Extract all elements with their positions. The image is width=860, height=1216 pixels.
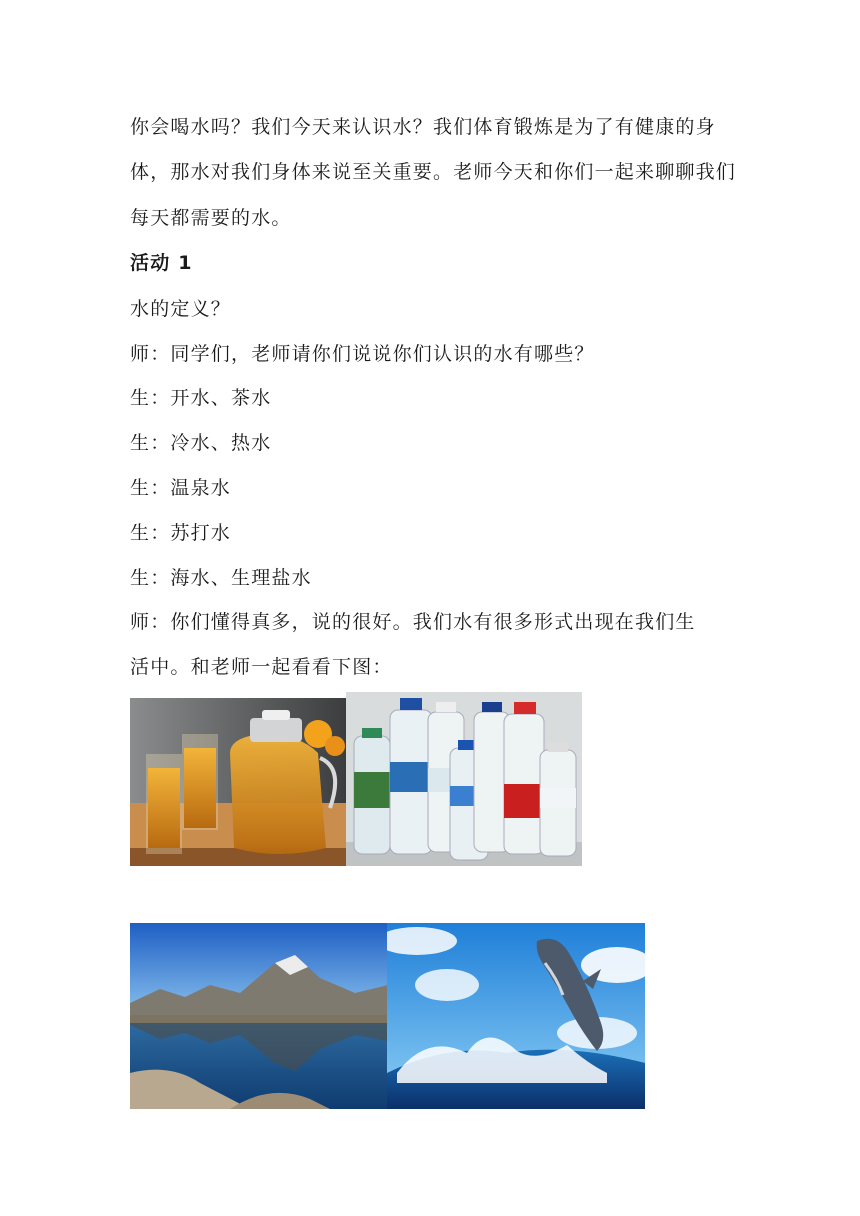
dialogue-line: 师：你们懂得真多，说的很好。我们水有很多形式出现在我们生 [130, 611, 696, 633]
dialogue-line: 活中。和老师一起看看下图： [130, 656, 393, 678]
water-bottles-photo [346, 692, 582, 866]
dialogue-line: 生：冷水、热水 [130, 432, 272, 454]
question-line: 水的定义？ [130, 298, 232, 320]
paragraph-line: 每天都需要的水。 [130, 207, 292, 229]
dialogue-line: 师：同学们，老师请你们说说你们认识的水有哪些？ [130, 343, 595, 365]
activity-heading: 活动 1 [130, 252, 193, 274]
paragraph-line: 体，那水对我们身体来说至关重要。老师今天和你们一起来聊聊我们 [130, 161, 737, 183]
dialogue-line: 生：开水、茶水 [130, 387, 272, 409]
mountain-lake-photo [130, 923, 388, 1109]
dialogue-line: 生：温泉水 [130, 477, 232, 499]
tea-pot-photo [130, 698, 346, 866]
dialogue-line: 生：苏打水 [130, 522, 232, 544]
dolphin-ocean-photo [387, 923, 645, 1109]
dialogue-line: 生：海水、生理盐水 [130, 567, 312, 589]
paragraph-line: 你会喝水吗？我们今天来认识水？我们体育锻炼是为了有健康的身 [130, 116, 716, 138]
